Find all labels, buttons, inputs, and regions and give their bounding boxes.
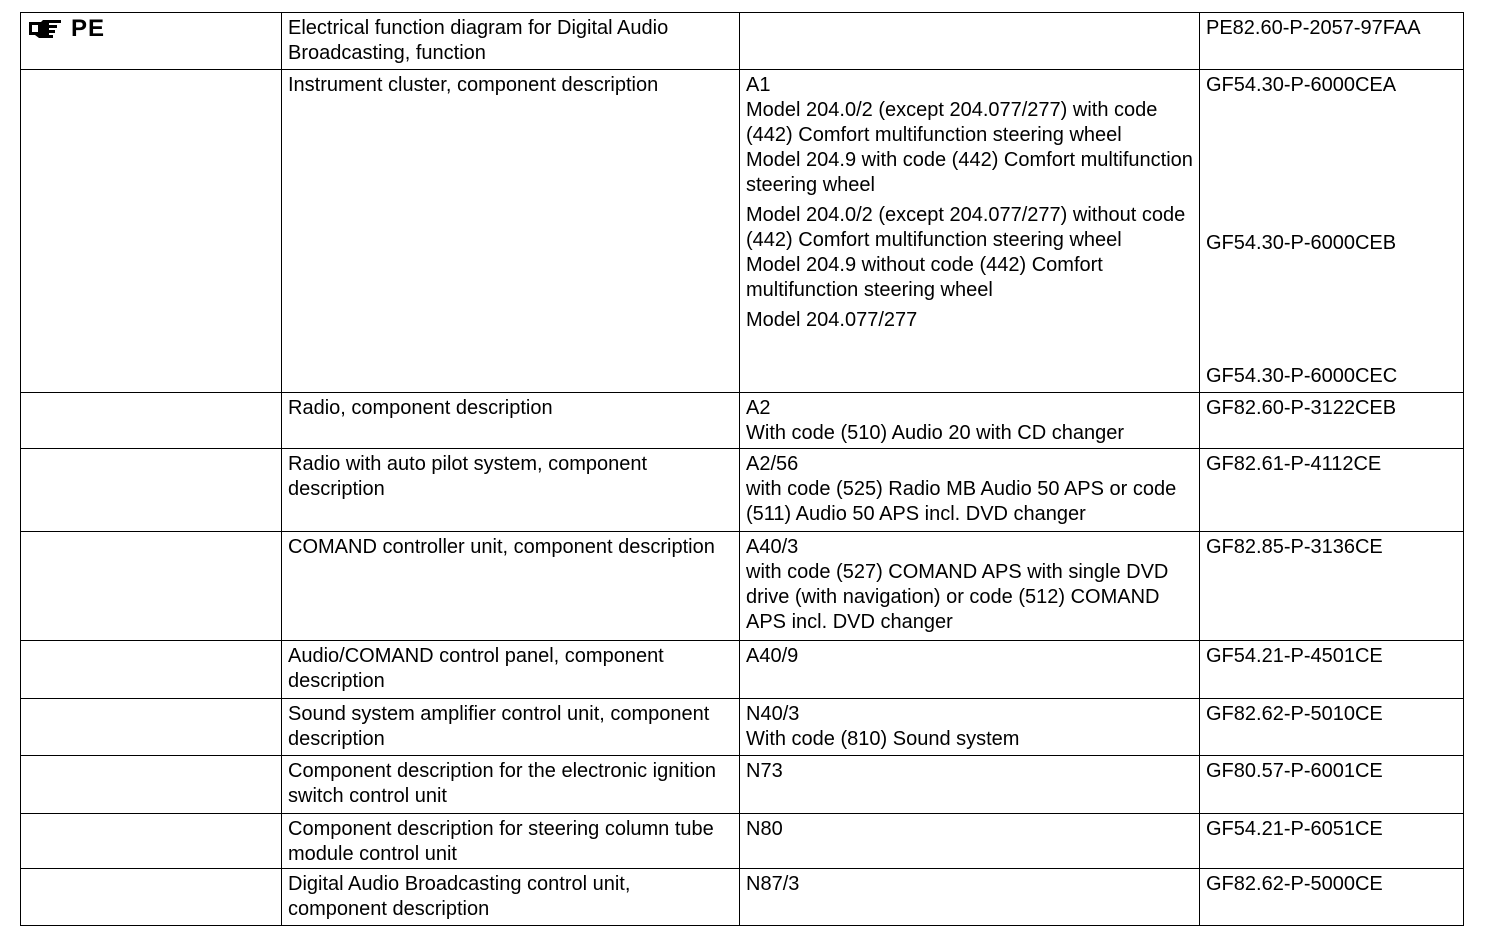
marker-cell	[21, 869, 282, 926]
table-row	[21, 13, 1464, 70]
marker-cell	[21, 699, 282, 756]
title-cell[interactable]: Audio/COMAND control panel, component description	[282, 641, 740, 699]
applicability-cell	[740, 13, 1200, 70]
applicability-cell	[740, 393, 1200, 449]
applicability-text: with code (527) COMAND APS with single DVD drive (with navigation) or code (512) COMAND APS incl. DVD changer	[746, 561, 1169, 633]
marker-cell	[21, 756, 282, 814]
applicability-cell	[740, 869, 1200, 926]
marker-cell	[21, 814, 282, 869]
pointing-hand-icon	[27, 18, 67, 40]
applicability-cell	[740, 641, 1200, 699]
applicability-text: Model 204.0/2 (except 204.077/277) with code (442) Comfort multifunction steering wheel	[746, 99, 1158, 146]
title-cell[interactable]: Electrical function diagram for Digital Audio Broadcasting, function	[282, 13, 740, 70]
component-id: A40/9	[746, 645, 799, 667]
table-row	[21, 814, 1464, 869]
applicability-cell	[740, 699, 1200, 756]
document-code[interactable]: GF82.62-P-5010CE	[1206, 703, 1383, 725]
applicability-text: with code (525) Radio MB Audio 50 APS or code (511) Audio 50 APS incl. DVD changer	[746, 478, 1177, 525]
applicability-text: Model 204.077/277	[746, 309, 918, 331]
code-cell[interactable]	[1200, 756, 1464, 814]
title-cell[interactable]: Radio, component description	[282, 393, 740, 449]
component-id: N80	[746, 818, 783, 840]
applicability-cell	[740, 532, 1200, 641]
document-code[interactable]: GF54.30-P-6000CEA	[1206, 74, 1397, 96]
document-code[interactable]: PE82.60-P-2057-97FAA	[1206, 17, 1421, 39]
component-id: N73	[746, 760, 783, 782]
title-cell[interactable]: Instrument cluster, component description	[282, 70, 740, 393]
applicability-text: With code (810) Sound system	[746, 728, 1020, 750]
document-code[interactable]: GF82.60-P-3122CEB	[1206, 397, 1397, 419]
table-row	[21, 449, 1464, 532]
title-cell[interactable]: Component description for steering column tube module control unit	[282, 814, 740, 869]
code-cell[interactable]	[1200, 70, 1464, 393]
applicability-cell	[740, 449, 1200, 532]
applicability-text: With code (510) Audio 20 with CD changer	[746, 422, 1124, 444]
code-cell[interactable]	[1200, 869, 1464, 926]
component-id: N87/3	[746, 873, 800, 895]
document-code[interactable]: GF80.57-P-6001CE	[1206, 760, 1383, 782]
marker-cell	[21, 70, 282, 393]
marker-cell	[21, 449, 282, 532]
code-cell[interactable]	[1200, 393, 1464, 449]
component-id: A40/3	[746, 536, 799, 558]
title-cell[interactable]: Component description for the electronic ignition switch control unit	[282, 756, 740, 814]
table-row	[21, 641, 1464, 699]
component-id: A2/56	[746, 453, 799, 475]
applicability-text: Model 204.0/2 (except 204.077/277) without code (442) Comfort multifunction steering wheel	[746, 204, 1186, 251]
document-code[interactable]: GF54.21-P-6051CE	[1206, 818, 1383, 840]
document-code[interactable]: GF82.62-P-5000CE	[1206, 873, 1383, 895]
component-id: A2	[746, 397, 771, 419]
table-row	[21, 393, 1464, 449]
title-cell[interactable]: COMAND controller unit, component description	[282, 532, 740, 641]
table-row	[21, 869, 1464, 926]
applicability-cell	[740, 70, 1200, 393]
code-cell[interactable]	[1200, 13, 1464, 70]
document-code[interactable]: GF54.30-P-6000CEB	[1206, 232, 1397, 254]
code-cell[interactable]	[1200, 449, 1464, 532]
reference-table	[20, 12, 1464, 926]
component-id: A1	[746, 74, 771, 96]
applicability-text: Model 204.9 without code (442) Comfort multifunction steering wheel	[746, 254, 1103, 301]
pe-label: PE	[71, 15, 106, 42]
component-id: N40/3	[746, 703, 800, 725]
code-cell[interactable]	[1200, 641, 1464, 699]
code-cell[interactable]	[1200, 699, 1464, 756]
title-cell[interactable]: Digital Audio Broadcasting control unit, component description	[282, 869, 740, 926]
table-row	[21, 699, 1464, 756]
applicability-cell	[740, 814, 1200, 869]
applicability-text: Model 204.9 with code (442) Comfort multifunction steering wheel	[746, 149, 1193, 196]
table-row	[21, 756, 1464, 814]
marker-cell	[21, 393, 282, 449]
table-row	[21, 532, 1464, 641]
pe-marker	[27, 16, 105, 41]
title-cell[interactable]: Radio with auto pilot system, component description	[282, 449, 740, 532]
marker-cell	[21, 13, 282, 70]
code-cell[interactable]	[1200, 532, 1464, 641]
document-code[interactable]: GF54.30-P-6000CEC	[1206, 365, 1398, 387]
document-code[interactable]: GF82.61-P-4112CE	[1206, 453, 1382, 475]
applicability-cell	[740, 756, 1200, 814]
table-row	[21, 70, 1464, 393]
marker-cell	[21, 641, 282, 699]
document-code[interactable]: GF82.85-P-3136CE	[1206, 536, 1383, 558]
title-cell[interactable]: Sound system amplifier control unit, component description	[282, 699, 740, 756]
document-code[interactable]: GF54.21-P-4501CE	[1206, 645, 1383, 667]
code-cell[interactable]	[1200, 814, 1464, 869]
marker-cell	[21, 532, 282, 641]
